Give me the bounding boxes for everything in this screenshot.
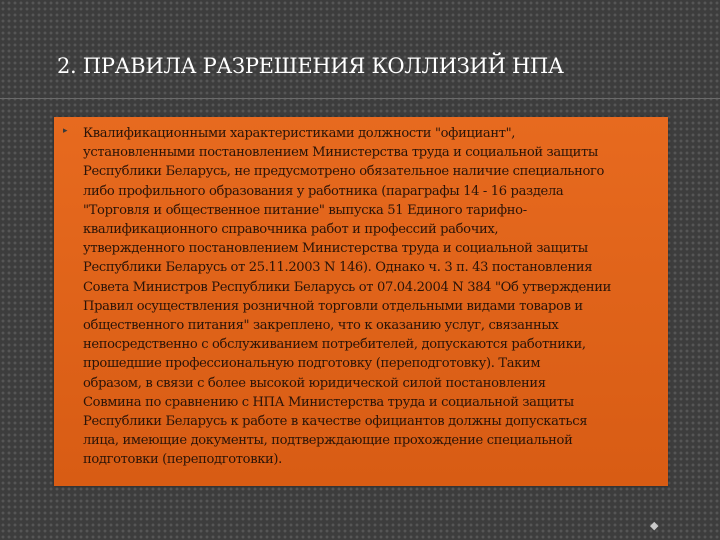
title-divider	[0, 98, 720, 99]
paragraph-line: Республики Беларусь от 25.11.2003 N 146). Однако ч. 3 п. 43 постановления	[83, 260, 593, 276]
paragraph-line: либо профильного образования у работника (параграфы 14 - 16 раздела	[83, 183, 564, 199]
paragraph-line: Совмина по сравнению с НПА Министерства труда и социальной защиты	[83, 394, 574, 410]
bullet-paragraph	[83, 124, 663, 470]
paragraph-line: подготовки (переподготовки).	[83, 452, 282, 468]
diamond-icon: ◆	[650, 519, 659, 532]
paragraph-line: лица, имеющие документы, подтверждающие прохождение специальной	[83, 433, 573, 449]
paragraph-line: "Торговля и общественное питание" выпуска 51 Единого тарифно-	[83, 202, 527, 218]
paragraph-line: Квалификационными характеристиками должности "официант",	[83, 126, 516, 141]
paragraph-line: Республики Беларусь, не предусмотрено обязательное наличие специального	[83, 164, 605, 180]
slide-title: 2. ПРАВИЛА РАЗРЕШЕНИЯ КОЛЛИЗИЙ НПА	[57, 54, 564, 78]
paragraph-line: квалификационного справочника работ и профессий рабочих,	[83, 222, 499, 238]
paragraph-line: Республики Беларусь к работе в качестве официантов должны допускаться	[83, 414, 588, 430]
paragraph-line: Правил осуществления розничной торговли отдельными видами товаров и	[83, 298, 583, 314]
paragraph-line: установленными постановлением Министерства труда и социальной защиты	[83, 145, 598, 161]
paragraph-line: образом, в связи с более высокой юридической силой постановления	[83, 375, 546, 391]
paragraph-line: Совета Министров Республики Беларусь от 07.04.2004 N 384 "Об утверждении	[83, 279, 612, 295]
paragraph-line: прошедшие профессиональную подготовку (переподготовку). Таким	[83, 356, 541, 372]
paragraph-line: непосредственно с обслуживанием потребителей, допускаются работники,	[83, 337, 586, 353]
paragraph-line: общественного питания" закреплено, что к оказанию услуг, связанных	[83, 318, 559, 334]
triangle-bullet-icon: ▸	[63, 126, 68, 136]
paragraph-line: утвержденного постановлением Министерства труда и социальной защиты	[83, 241, 588, 257]
